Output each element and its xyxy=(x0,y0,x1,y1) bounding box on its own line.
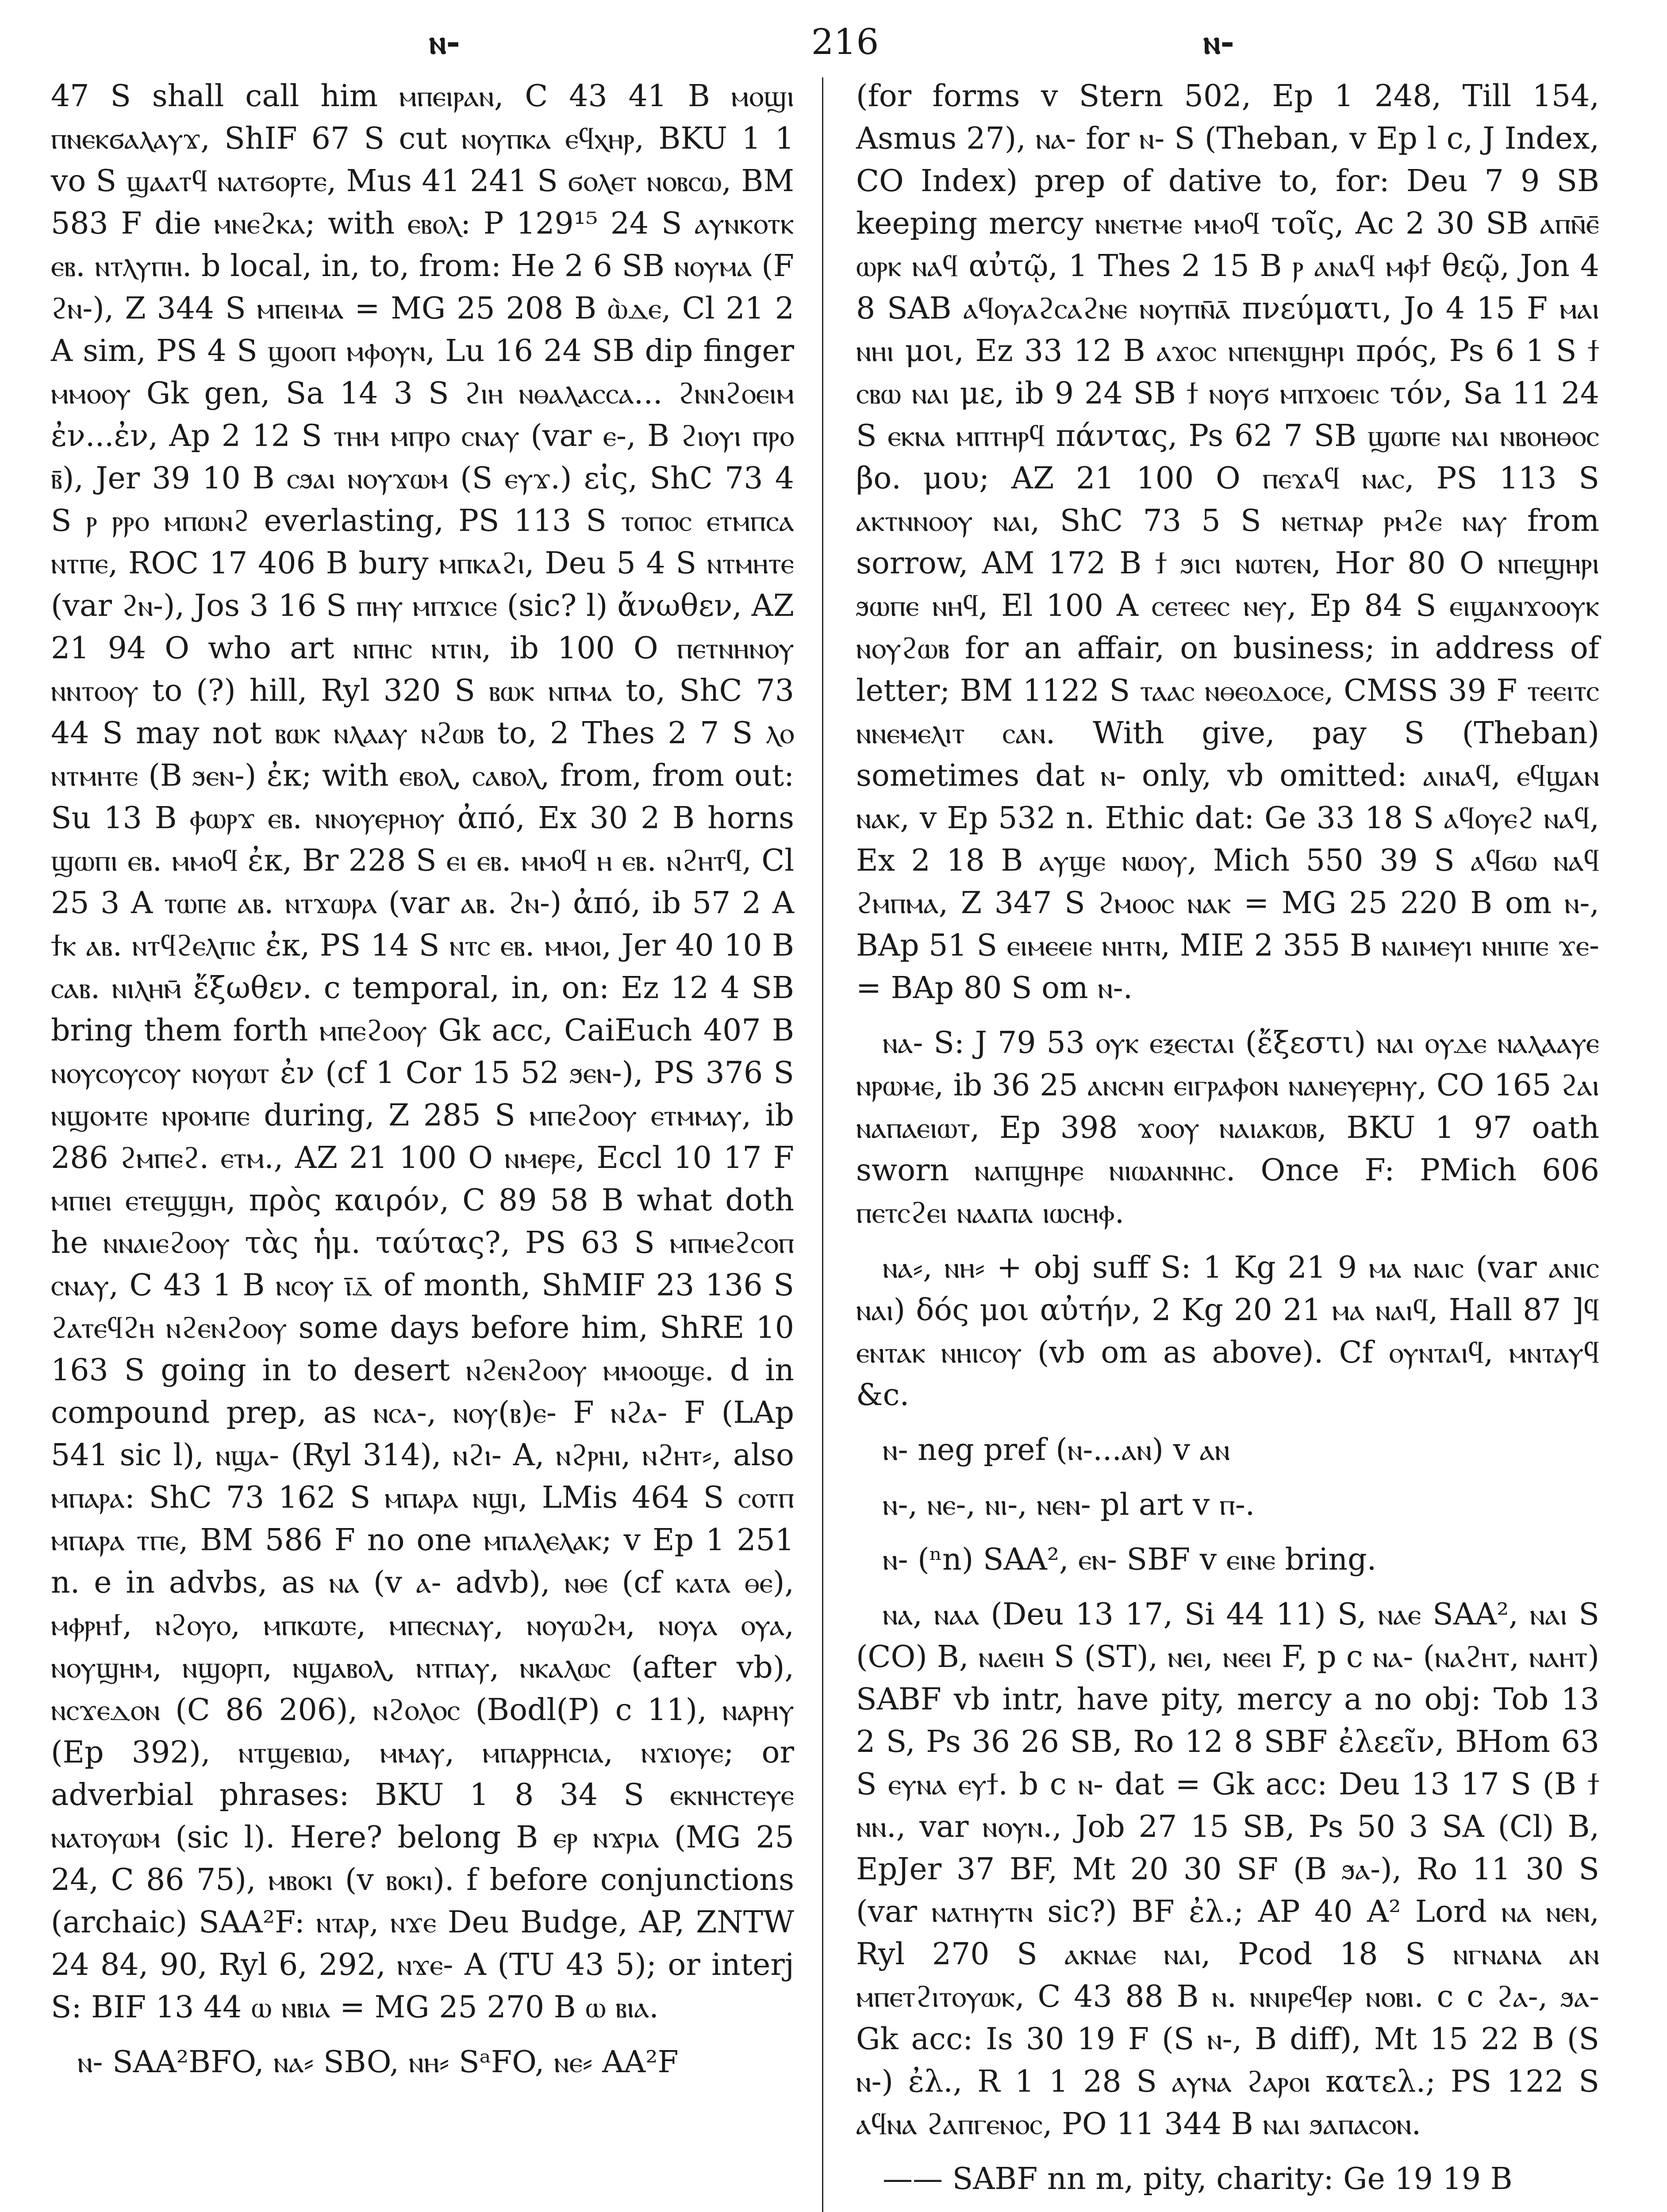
entry-paragraph: 47 S shall call him ⲙⲡⲉⲓⲣⲁⲛ, C 43 41 B ⲙⲟϣⲓ ⲡⲛⲉⲕϭⲁⲗⲁⲩϫ, ShIF 67 S cut ⲛⲟⲩⲡⲕⲁ ⲉϥⲭⲏⲣ, BKU 1 1 vo S ϣⲁⲁⲧϥ ⲛⲁⲧϭⲟⲣⲧⲉ, Mus 41 241 S ϭⲟⲗⲉⲧ ⲛⲟⲃⲥⲱ, BM 583 F die ⲙⲛⲉϩⲕⲁ; with ⲉⲃⲟⲗ: P 129¹⁵ 24 S ⲁⲩⲛⲕⲟⲧⲕ ⲉⲃ. ⲛⲧⲗⲩⲡⲏ. b local, in, to, from: He 2 6 SB ⲛⲟⲩⲙⲁ (F ϩⲛ-), Z 344 S ⲙⲡⲉⲓⲙⲁ = MG 25 208 B ⲱ̀ⲇⲉ, Cl 21 2 A sim, PS 4 S ϣⲟⲟⲡ ⲙⲫⲟⲩⲛ, Lu 16 24 SB dip finger ⲙⲙⲟⲟⲩ Gk gen, Sa 14 3 S ϩⲓⲏ ⲛⲑⲁⲗⲁⲥⲥⲁ... ϩⲛⲛϩⲟⲉⲓⲙ ἐν...ἐν, Ap 2 12 S ⲧⲏⲙ ⲙⲡⲣⲟ ⲥⲛⲁⲩ (var ⲉ-, B ϩⲓⲟⲩⲓ ⲡⲣⲟ ⲃ̄), Jer 39 10 B ⲥϧⲁⲓ ⲛⲟⲩϫⲱⲙ (S ⲉⲩϫ.) εἰς, ShC 73 4 S ⲣ ⲣⲣⲟ ⲙⲡⲱⲛϩ everlasting, PS 113 S ⲧⲟⲡⲟⲥ ⲉⲧⲙⲡⲥⲁ ⲛⲧⲡⲉ, ROC 17 406 B bury ⲙⲡⲕⲁϩⲓ, Deu 5 4 S ⲛⲧⲙⲏⲧⲉ (var ϩⲛ-), Jos 3 16 S ⲡⲏⲩ ⲙⲡϫⲓⲥⲉ (sic? l) ἄνωθεν, AZ 21 94 O who art ⲛⲡⲏⲥ ⲛⲧⲓⲛ, ib 100 O ⲡⲉⲧⲛⲏⲛⲟⲩ ⲛⲛⲧⲟⲟⲩ to (?) hill, Ryl 320 S ⲃⲱⲕ ⲛⲡⲙⲁ to, ShC 73 44 S may not ⲃⲱⲕ ⲛⲗⲁⲁⲩ ⲛϩⲱⲃ to, 2 Thes 2 7 S ⲗⲟ ⲛⲧⲙⲏⲧⲉ (B ϧⲉⲛ-) ἐκ; with ⲉⲃⲟⲗ, ⲥⲁⲃⲟⲗ, from, from out: Su 13 B ⲫⲱⲣϫ ⲉⲃ. ⲛⲛⲟⲩⲉⲣⲏⲟⲩ ἀπό, Ex 30 2 B horns ϣⲱⲡⲓ ⲉⲃ. ⲙⲙⲟϥ ἐκ, Br 228 S ⲉⲓ ⲉⲃ. ⲙⲙⲟϥ ⲏ ⲉⲃ. ⲛϩⲏⲧϥ, Cl 25 3 A ⲧⲱⲡⲉ ⲁⲃ. ⲛⲧϫⲱⲣⲁ (var ⲁⲃ. ϩⲛ-) ἀπό, ib 57 2 A ϯⲕ ⲁⲃ. ⲛⲧϥϩⲉⲗⲡⲓⲥ ἐκ, PS 14 S ⲛⲧⲥ ⲉⲃ. ⲙⲙⲟⲓ, Jer 40 10 B ⲥⲁⲃ. ⲛⲓⲗⲏⲙ̄ ἔξωθεν. c temporal, in, on: Ez 12 4 SB bring them forth ⲙⲡⲉϩⲟⲟⲩ Gk acc, CaiEuch 407 B ⲛⲟⲩⲥⲟⲩⲥⲟⲩ ⲛⲟⲩⲱⲧ ἐν (cf 1 Cor 15 52 ϧⲉⲛ-), PS 376 S ⲛϣⲟⲙⲧⲉ ⲛⲣⲟⲙⲡⲉ during, Z 285 S ⲙⲡⲉϩⲟⲟⲩ ⲉⲧⲙⲙⲁⲩ, ib 286 ϩⲙⲡⲉϩ. ⲉⲧⲙ., AZ 21 100 O ⲛⲙⲉⲣⲉ, Eccl 10 17 F ⲙⲡⲓⲉⲓ ⲉⲧⲉϣϣⲏ, πρὸς καιρόν, C 89 58 B what doth he ⲛⲛⲁⲓⲉϩⲟⲟⲩ τὰς ἡμ. ταύτας?, PS 63 S ⲙⲡⲙⲉϩⲥⲟⲡ ⲥⲛⲁⲩ, C 43 1 B ⲛⲥⲟⲩ ⲓ̄ⲇ̄ of month, ShMIF 23 136 S ϩⲁⲧⲉϥϩⲏ ⲛϩⲉⲛϩⲟⲟⲩ some days before him, ShRE 10 163 S going in to desert ⲛϩⲉⲛϩⲟⲟⲩ ⲙⲙⲟⲟϣⲉ. d in compound prep, as ⲛⲥⲁ-, ⲛⲟⲩ(ⲃ)ⲉ- F ⲛϩⲁ- F (LAp 541 sic l), ⲛϣⲁ- (Ryl 314), ⲛϩⲓ- A, ⲛϩⲣⲏⲓ, ⲛϩⲏⲧ⸗, also ⲙⲡⲁⲣⲁ: ShC 73 162 S ⲙⲡⲁⲣⲁ ⲛϣⲓ, LMis 464 S ⲥⲟⲧⲡ ⲙⲡⲁⲣⲁ ⲧⲡⲉ, BM 586 F no one ⲙⲡⲁⲗⲉⲗⲁⲕ; v Ep 1 251 n. e in advbs, as ⲛⲁ (v ⲁ- advb), ⲛⲑⲉ (cf ⲕⲁⲧⲁ ⲑⲉ), ⲙⲫⲣⲏϯ, ⲛϩⲟⲩⲟ, ⲙⲡⲕⲱⲧⲉ, ⲙⲡⲉⲥⲛⲁⲩ, ⲛⲟⲩⲱϩⲙ, ⲛⲟⲩⲁ ⲟⲩⲁ, ⲛⲟⲩϣⲏⲙ, ⲛϣⲟⲣⲡ, ⲛϣⲁⲃⲟⲗ, ⲛⲧⲡⲁⲩ, ⲛⲕⲁⲗⲱⲥ (after vb), ⲛⲥϫⲉⲇⲟⲛ (C 86 206), ⲛϩⲟⲗⲟⲥ (Bodl(P) c 11), ⲛⲁⲣⲏⲩ (Ep 392), ⲛⲧϣⲉⲃⲓⲱ, ⲙⲙⲁⲩ, ⲙⲡⲁⲣⲣⲏⲥⲓⲁ, ⲛϫⲓⲟⲩⲉ; or adverbial phrases: BKU 1 8 34 S ⲉⲕⲛⲏⲥⲧⲉⲩⲉ ⲛⲁⲧⲟⲩⲱⲙ (sic l). Here? belong B ⲉⲣ ⲛϫⲣⲓⲁ (MG 25 24, C 86 75), ⲙⲃⲟⲕⲓ (v ⲃⲟⲕⲓ). f before conjunctions (archaic) SAA²F: ⲛⲧⲁⲣ, ⲛϫⲉ Deu Budge, AP, ZNTW 24 84, 90, Ryl 6, 292, ⲛϫⲉ- A (TU 43 5); or interj S: BIF 13 44 ⲱ ⲛⲃⲓⲁ = MG 25 270 B ⲱ ⲃⲓⲁ. xyxy=(51,79,795,2025)
right-column xyxy=(856,75,1599,2212)
entry-paragraph: ⲛⲁ- S: J 79 53 ⲟⲩⲕ ⲉⲝⲉⲥⲧⲁⲓ (ἔξεστι) ⲛⲁⲓ ⲟⲩⲇⲉ ⲛⲁⲗⲁⲁⲩⲉ ⲛⲣⲱⲙⲉ, ib 36 25 ⲁⲛⲥⲙⲛ ⲉⲓⲅⲣⲁⲫⲟⲛ ⲛⲁⲛⲉⲩⲉⲣⲏⲩ, CO 165 ϩⲁⲓ ⲛⲁⲡⲁⲉⲓⲱⲧ, Ep 398 ϫⲟⲟⲩ ⲛⲁⲓⲁⲕⲱⲃ, BKU 1 97 oath sworn ⲛⲁⲡϣⲏⲣⲉ ⲛⲓⲱⲁⲛⲛⲏⲥ. Once F: PMich 606 ⲡⲉⲧⲥϩⲉⲓ ⲛⲁⲁⲡⲁ ⲓⲱⲥⲏⲫ. xyxy=(856,1025,1599,1230)
entry-paragraph: (for forms v Stern 502, Ep 1 248, Till 154, Asmus 27), ⲛⲁ- for ⲛ- S (Theban, v Ep l c, J Index, CO Index) prep of dative to, for: Deu 7 9 SB keeping mercy ⲛⲛⲉⲧⲙⲉ ⲙⲙⲟϥ τοῖς, Ac 2 30 SB ⲁⲡⲛ̄ⲉ̄ ⲱⲣⲕ ⲛⲁϥ αὐτῷ, 1 Thes 2 15 B ⲣ ⲁⲛⲁϥ ⲙⲫϯ θεῷ, Jon 4 8 SAB ⲁϥⲟⲩⲁϩⲥⲁϩⲛⲉ ⲛⲟⲩⲡⲛ̄ⲁ̄ πνεύματι, Jo 4 15 F ⲙⲁⲓ ⲛⲏⲓ μοι, Ez 33 12 B ⲁϫⲟⲥ ⲛⲡⲉⲛϣⲏⲣⲓ πρός, Ps 6 1 S ϯ ⲥⲃⲱ ⲛⲁⲓ με, ib 9 24 SB ϯ ⲛⲟⲩϭ ⲙⲡϫⲟⲉⲓⲥ τόν, Sa 11 24 S ⲉⲕⲛⲁ ⲙⲡⲧⲏⲣϥ πάντας, Ps 62 7 SB ϣⲱⲡⲉ ⲛⲁⲓ ⲛⲃⲟⲏⲑⲟⲥ βο. μου; AZ 21 100 O ⲡⲉϫⲁϥ ⲛⲁⲥ, PS 113 S ⲁⲕⲧⲛⲛⲟⲟⲩ ⲛⲁⲓ, ShC 73 5 S ⲛⲉⲧⲛⲁⲣ ⲣⲙϩⲉ ⲛⲁⲩ from sorrow, AM 172 B ϯ ϧⲓⲥⲓ ⲛⲱⲧⲉⲛ, Hor 80 O ⲛⲡⲉϣⲏⲣⲓ ϧⲱⲡⲉ ⲛⲏϥ, El 100 A ⲥⲉⲧⲉⲉⲥ ⲛⲉⲩ, Ep 84 S ⲉⲓϣⲁⲛϫⲟⲟⲩⲕ ⲛⲟⲩϩⲱⲃ for an affair, on business; in address of letter; BM 1122 S ⲧⲁⲁⲥ ⲛⲑⲉⲟⲇⲟⲥⲉ, CMSS 39 F ⲧⲉⲉⲓⲧⲥ ⲛⲛⲉⲙⲉⲗⲓⲧ ⲥⲁⲛ. With give, pay S (Theban) sometimes dat ⲛ- only, vb omitted: ⲁⲓⲛⲁϥ, ⲉϥϣⲁⲛ ⲛⲁⲕ, v Ep 532 n. Ethic dat: Ge 33 18 S ⲁϥⲟⲩⲉϩ ⲛⲁϥ, Ex 2 18 B ⲁⲩϣⲉ ⲛⲱⲟⲩ, Mich 550 39 S ⲁϥϭⲱ ⲛⲁϥ ϩⲙⲡⲙⲁ, Z 347 S ϩⲙⲟⲟⲥ ⲛⲁⲕ = MG 25 220 B om ⲛ-, BAp 51 S ⲉⲓⲙⲉⲉⲓⲉ ⲛⲏⲧⲛ, MIE 2 355 B ⲛⲁⲓⲙⲉⲩⲓ ⲛⲏⲓⲡⲉ ϫⲉ- = BAp 80 S om ⲛ-. xyxy=(856,79,1599,1006)
entry-paragraph: ⲛ- (ⁿn) SAA², ⲉⲛ- SBF v ⲉⲓⲛⲉ bring. xyxy=(883,1542,1377,1577)
column-divider xyxy=(822,77,823,2212)
entry-paragraph: —— SABF nn m, pity, charity: Ge 19 19 B xyxy=(883,2162,1513,2197)
entry-paragraph: ⲛⲁ, ⲛⲁⲁ (Deu 13 17, Si 44 11) S, ⲛⲁⲉ SAA², ⲛⲁⲓ S (CO) B, ⲛⲁⲉⲓⲏ S (ST), ⲛⲉⲓ, ⲛⲉⲉⲓ F, p c ⲛⲁ- (ⲛⲁϩⲏⲧ, ⲛⲁⲏⲧ) SABF vb intr, have pity, mercy a no obj: Tob 13 2 S, Ps 36 26 SB, Ro 12 8 SBF ἐλεεῖν, BHom 63 S ⲉⲩⲛⲁ ⲉⲩϯ. b c ⲛ- dat = Gk acc: Deu 13 17 S (B ϯ ⲛⲛ., var ⲛⲟⲩⲛ., Job 27 15 SB, Ps 50 3 SA (Cl) B, EpJer 37 BF, Mt 20 30 SF (B ϧⲁ-), Ro 11 30 S (var ⲛⲁⲧⲏⲩⲧⲛ sic?) BF ἐλ.; AP 40 A² Lord ⲛⲁ ⲛⲉⲛ, Ryl 270 S ⲁⲕⲛⲁⲉ ⲛⲁⲓ, Pcod 18 S ⲛⲅⲛⲁⲛⲁ ⲁⲛ ⲙⲡⲉⲧϩⲓⲧⲟⲩⲱⲕ, C 43 88 B ⲛ. ⲛⲛⲓⲣⲉϥⲉⲣ ⲛⲟⲃⲓ. c c ϩⲁ-, ϧⲁ- Gk acc: Is 30 19 F (S ⲛ-, B diff), Mt 15 22 B (S ⲛ-) ἐλ., R 1 1 28 S ⲁⲩⲛⲁ ϩⲁⲣⲟⲓ κατελ.; PS 122 S ⲁϥⲛⲁ ϩⲁⲡⲅⲉⲛⲟⲥ, PO 11 344 B ⲛⲁⲓ ϧⲁⲡⲁⲥⲟⲛ. xyxy=(856,1597,1599,2142)
entry-paragraph: ⲛ-, ⲛⲉ-, ⲛⲓ-, ⲛⲉⲛ- pl art v ⲡ-. xyxy=(883,1487,1255,1522)
left-column xyxy=(51,75,794,2096)
page-header xyxy=(49,18,1618,71)
header-left-headword: ⲛ- xyxy=(429,22,461,61)
entry-paragraph: ⲛ- neg pref (ⲛ-...ⲁⲛ) v ⲁⲛ xyxy=(883,1432,1230,1467)
entry-paragraph: ⲛⲁ⸗, ⲛⲏ⸗ + obj suff S: 1 Kg 21 9 ⲙⲁ ⲛⲁⲓⲥ (var ⲁⲛⲓⲥ ⲛⲁⲓ) δός μοι αὐτήν, 2 Kg 20 21 ⲙⲁ ⲛⲁⲓϥ, Hall 87 ]ϥ ⲉⲛⲧⲁⲕ ⲛⲏⲓⲥⲟⲩ (vb om as above). Cf ⲟⲩⲛⲧⲁⲓϥ, ⲙⲛⲧⲁⲩϥ &c. xyxy=(856,1250,1599,1413)
entry-paragraph: ⲛ- SAA²BFO, ⲛⲁ⸗ SBO, ⲛⲏ⸗ SᵃFO, ⲛⲉ⸗ AA²F xyxy=(77,2045,679,2080)
page-number: 216 xyxy=(811,21,879,62)
header-right-headword: ⲛ- xyxy=(1203,22,1235,61)
